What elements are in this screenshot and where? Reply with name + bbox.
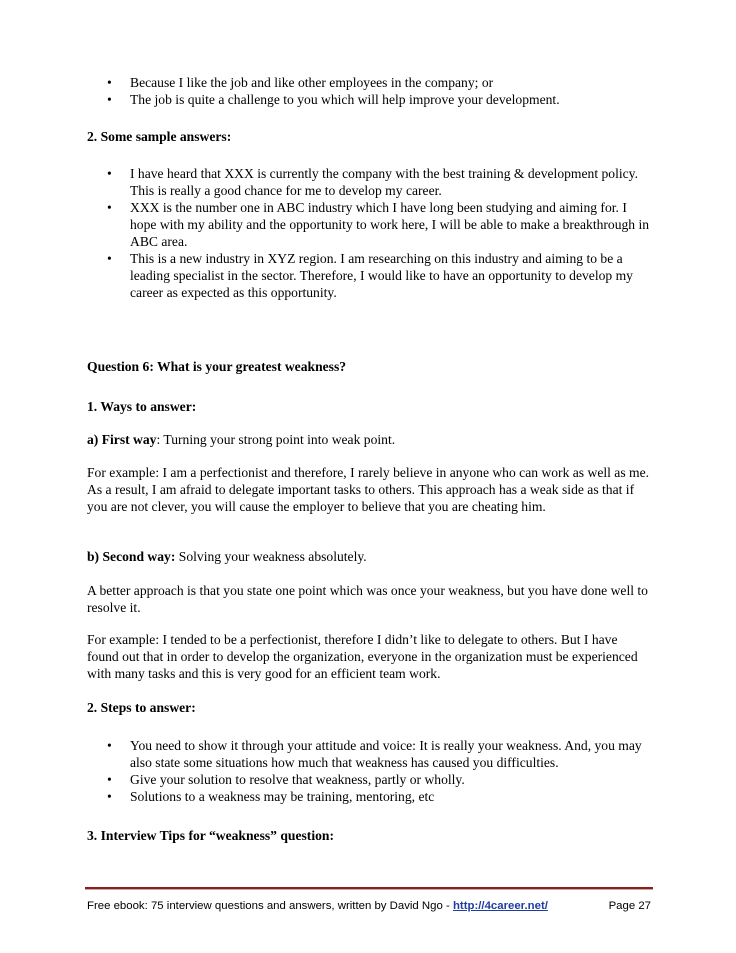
bullet-icon: • xyxy=(107,251,112,266)
better-approach-paragraph: A better approach is that you state one point which was once your weakness, but you have done well to resolve it. xyxy=(87,583,648,615)
example-delegate: For example: I tended to be a perfectionist, therefore I didn’t like to delegate to others. But I have found out that in order to develop the organization, everyone in the organization must be experienced with many tasks and this is very good for an efficient team work. xyxy=(87,632,638,681)
list-item: • You need to show it through your attitude and voice: It is really your weakness. And, you may also state some situations how much that weakness has caused you difficulties. xyxy=(107,738,642,770)
list-item: • Give your solution to resolve that weakness, partly or wholly. xyxy=(107,772,465,787)
steps-heading: 2. Steps to answer: xyxy=(87,700,196,715)
footer-link[interactable]: http://4career.net/ xyxy=(452,900,548,912)
list-item: • I have heard that XXX is currently the company with the best training & development policy. This is really a good chance for me to develop my career. xyxy=(107,166,638,198)
bullet-icon: • xyxy=(107,772,112,787)
footer-text: Free ebook: 75 interview questions and answers, written by David Ngo - xyxy=(87,900,453,912)
second-way xyxy=(87,548,652,565)
example-perfectionist: For example: I am a perfectionist and therefore, I rarely believe in anyone who can work as well as me. As a result, I am afraid to delegate important tasks to others. This approach has a weak side as that if you are not clever, you will cause the employer to believe that you are cheating him. xyxy=(87,465,650,514)
second-way-label: b) Second way: xyxy=(87,549,176,564)
section-heading-sample-answers: 2. Some sample answers: xyxy=(87,129,232,144)
list-item: • This is a new industry in XYZ region. I am researching on this industry and aiming to be a leading specialist in the sector. Therefore, I would like to have an opportunity to develop my career as expected as this opportunity. xyxy=(107,251,633,300)
bullet-icon: • xyxy=(107,200,112,215)
first-way-text: : Turning your strong point into weak point. xyxy=(156,432,396,447)
list-item: • XXX is the number one in ABC industry which I have long been studying and aiming for. I hope with my ability and the opportunity to work here, I will be able to make a breakthrough in ABC area. xyxy=(107,200,650,249)
bullet-icon: • xyxy=(107,789,112,804)
question-title: Question 6: What is your greatest weakness? xyxy=(87,359,347,374)
list-item: • The job is quite a challenge to you which will help improve your development. xyxy=(107,92,560,107)
top-bullet-list xyxy=(87,74,652,108)
bullet-icon: • xyxy=(107,166,112,181)
ways-heading: 1. Ways to answer: xyxy=(87,399,197,414)
interview-tips-heading: 3. Interview Tips for “weakness” question: xyxy=(87,828,334,843)
second-way-text: Solving your weakness absolutely. xyxy=(175,549,367,564)
first-way-label: a) First way xyxy=(87,432,157,447)
footer-credit xyxy=(87,898,548,914)
sample-answers-list xyxy=(87,165,652,301)
page-number: Page 27 xyxy=(608,900,651,912)
bullet-icon: • xyxy=(107,738,112,753)
bullet-icon: • xyxy=(107,92,112,107)
steps-list xyxy=(87,737,652,805)
list-item: • Because I like the job and like other employees in the company; or xyxy=(107,75,494,90)
list-item: • Solutions to a weakness may be training, mentoring, etc xyxy=(107,789,435,804)
bullet-icon: • xyxy=(107,75,112,90)
first-way xyxy=(87,431,652,448)
footer-divider xyxy=(85,887,653,890)
page-footer xyxy=(87,898,651,914)
